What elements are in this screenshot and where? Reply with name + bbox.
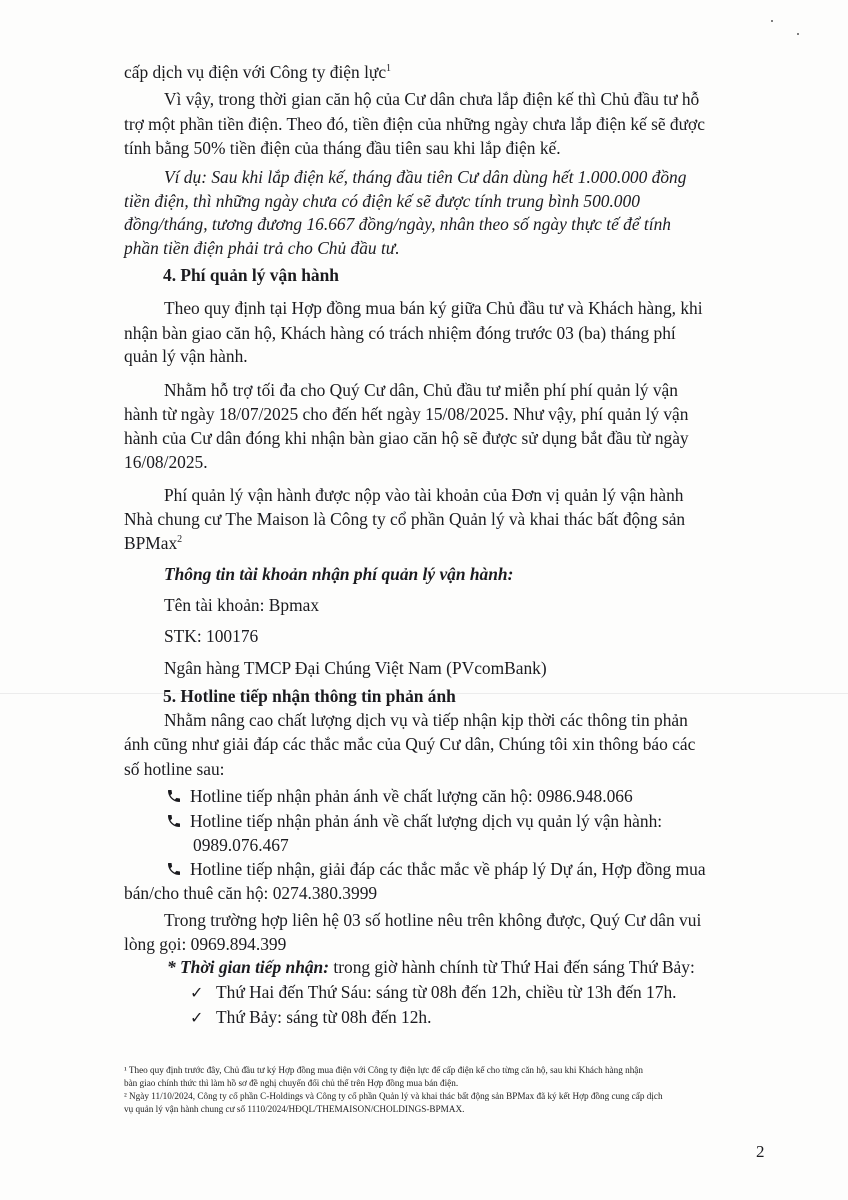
scan-speck <box>797 33 799 35</box>
reception-hours <box>167 955 695 979</box>
phone-icon <box>166 788 182 804</box>
account-number: STK: 100176 <box>164 626 259 646</box>
scan-speck <box>771 20 773 22</box>
paragraph-line: 16/08/2025. <box>124 452 208 472</box>
footnote-1: ¹ Theo quy định trước đây, Chủ đầu tư ký Hợp đồng mua điện với Công ty điện lực để cấp điện kế cho từng căn hộ, sau khi Khách hàng nhận <box>124 1065 643 1075</box>
hotline-management-text: Hotline tiếp nhận phản ánh về chất lượng dịch vụ quản lý vận hành: <box>190 811 663 831</box>
intro-line: cấp dịch vụ điện với Công ty điện lực$^1$ <box>124 62 392 82</box>
schedule-saturday: Thứ Bảy: sáng từ 08h đến 12h. <box>216 1007 432 1027</box>
intro-line: trợ một phần tiền điện. Theo đó, tiền điện của những ngày chưa lắp điện kế sẽ được <box>124 114 705 134</box>
hotline-item <box>166 809 662 833</box>
example-line: phần tiền điện phải trả cho Chủ đầu tư. <box>124 238 400 258</box>
hotline-item <box>166 857 706 881</box>
paragraph-line: lòng gọi: 0969.894.399 <box>124 934 287 954</box>
account-info-heading: Thông tin tài khoản nhận phí quản lý vận hành: <box>164 564 514 584</box>
footnote-2-cont: vụ quản lý vận hành chung cư số 1110/2024/HĐQL/THEMAISON/CHOLDINGS-BPMAX. <box>124 1104 465 1114</box>
paragraph-line: hành từ ngày 18/07/2025 cho đến hết ngày 15/08/2025. Như vậy, phí quản lý vận <box>124 404 689 424</box>
footnote-2: ² Ngày 11/10/2024, Công ty cổ phần C-Holdings và Công ty cổ phần Quản lý và khai thác bất động sản BPMax đã ký kết Hợp đồng cung cấp dịch <box>124 1091 663 1101</box>
schedule-item <box>190 980 677 1005</box>
paragraph-line: Trong trường hợp liên hệ 03 số hotline nêu trên không được, Quý Cư dân vui <box>164 910 702 930</box>
paragraph-line: quản lý vận hành. <box>124 346 248 366</box>
section-5-heading: 5. Hotline tiếp nhận thông tin phản ánh <box>163 686 456 706</box>
checkmark-icon: ✓ <box>190 1008 204 1027</box>
paragraph-line: Nhằm nâng cao chất lượng dịch vụ và tiếp nhận kịp thời các thông tin phản <box>164 710 688 730</box>
phone-icon <box>166 861 182 877</box>
paragraph-line: ánh cũng như giải đáp các thắc mắc của Quý Cư dân, Chúng tôi xin thông báo các <box>124 734 696 754</box>
hotline-quality-text: Hotline tiếp nhận phản ánh về chất lượng căn hộ: 0986.948.066 <box>190 786 633 806</box>
hotline-legal-text: Hotline tiếp nhận, giải đáp các thắc mắc về pháp lý Dự án, Hợp đồng mua <box>190 859 706 879</box>
paragraph-line: số hotline sau: <box>124 759 225 779</box>
checkmark-icon: ✓ <box>190 983 204 1002</box>
footnote-ref-1: 1 <box>386 63 392 75</box>
reception-hours-text: trong giờ hành chính từ Thứ Hai đến sáng Thứ Bảy: <box>329 957 695 977</box>
paragraph-line: Nhằm hỗ trợ tối đa cho Quý Cư dân, Chủ đầu tư miễn phí phí quản lý vận <box>164 380 678 400</box>
reception-hours-label: * Thời gian tiếp nhận: <box>167 957 330 977</box>
example-line: đồng/tháng, tương đương 16.667 đồng/ngày, nhân theo số ngày thực tế để tính <box>124 214 671 234</box>
paragraph-line: Nhà chung cư The Maison là Công ty cổ phần Quản lý và khai thác bất động sản <box>124 509 686 529</box>
footnote-1-cont: bàn giao chính thức thì làm hồ sơ đề nghị chuyển đổi chủ thể trên Hợp đồng mua bán điện. <box>124 1078 459 1088</box>
section-4-heading: 4. Phí quản lý vận hành <box>163 265 339 285</box>
hotline-legal-number: bán/cho thuê căn hộ: 0274.380.3999 <box>124 883 378 903</box>
page-number: 2 <box>756 1142 765 1161</box>
intro-line: tính bằng 50% tiền điện của tháng đầu tiên sau khi lắp điện kế. <box>124 138 561 158</box>
intro-line: Vì vậy, trong thời gian căn hộ của Cư dân chưa lắp điện kế thì Chủ đầu tư hỗ <box>164 89 700 109</box>
paragraph-line: Phí quản lý vận hành được nộp vào tài khoản của Đơn vị quản lý vận hành <box>164 485 684 505</box>
schedule-item <box>190 1005 431 1030</box>
paragraph-line: BPMax$^2$ <box>124 533 183 553</box>
paragraph-line: hành của Cư dân đóng khi nhận bàn giao căn hộ sẽ được sử dụng bắt đầu từ ngày <box>124 428 689 448</box>
example-line: Ví dụ: Sau khi lắp điện kế, tháng đầu tiên Cư dân dùng hết 1.000.000 đồng <box>164 167 687 187</box>
bank-name: Ngân hàng TMCP Đại Chúng Việt Nam (PVcomBank) <box>164 658 547 678</box>
paragraph-line: nhận bàn giao căn hộ, Khách hàng có trách nhiệm đóng trước 03 (ba) tháng phí <box>124 323 676 343</box>
footnote-ref-2: 2 <box>177 534 183 546</box>
phone-icon <box>166 813 182 829</box>
schedule-weekday: Thứ Hai đến Thứ Sáu: sáng từ 08h đến 12h, chiều từ 13h đến 17h. <box>216 982 677 1002</box>
account-name: Tên tài khoản: Bpmax <box>164 595 320 615</box>
example-line: tiền điện, thì những ngày chưa có điện kế sẽ được tính trung bình 500.000 <box>124 191 640 211</box>
paragraph-line: Theo quy định tại Hợp đồng mua bán ký giữa Chủ đầu tư và Khách hàng, khi <box>164 298 703 318</box>
hotline-management-number: 0989.076.467 <box>193 835 289 855</box>
hotline-item <box>166 784 633 808</box>
